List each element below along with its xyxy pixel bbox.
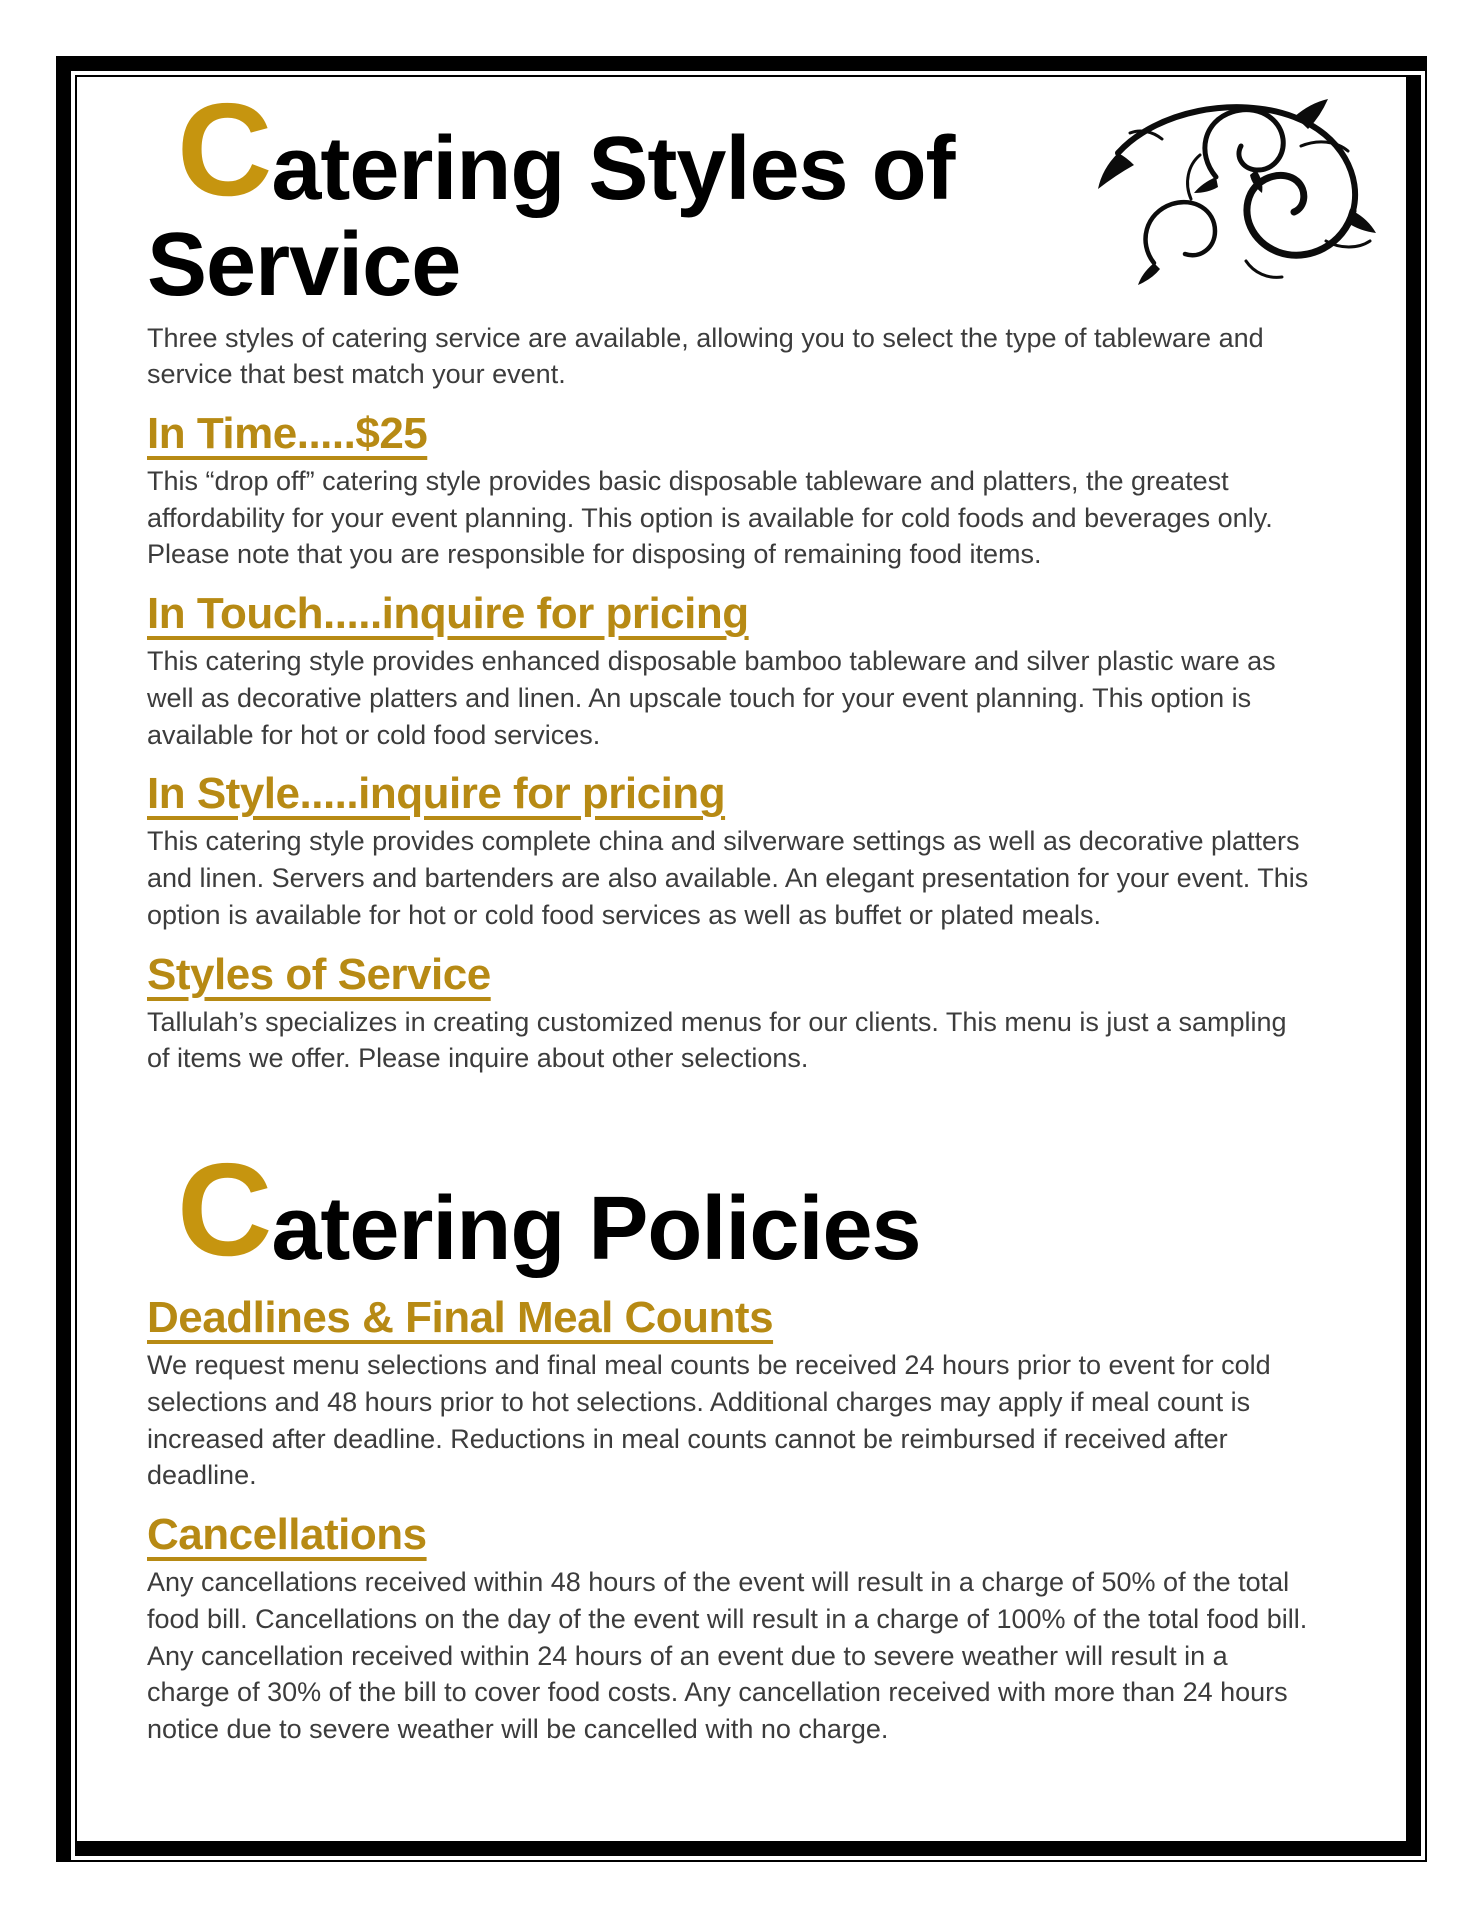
- section-paragraph-in-time: This “drop off” catering style provides basic disposable tableware and platters, the greatest affordability for your event planning. This option is available for cold foods and beverages only. Please note that you are responsible for disposing of remaining food items.: [147, 466, 1273, 570]
- page-border-frame: [56, 56, 1427, 1862]
- title-text: atering Policies: [271, 1178, 921, 1279]
- section-paragraph-cancellations: Any cancellations received within 48 hours of the event will result in a charge of 50% of the total food bill. Cancellations on the day of the event will result in a charge of 100% of the total food bill. Any cancellation received within 24 hours of an event due to severe weather will result in a charge of 30% of the bill to cover food costs. Any cancellation received with more than 24 hours notice due to severe weather will be cancelled with no charge.: [147, 1567, 1308, 1744]
- section-heading-styles-of-service: Styles of Service: [147, 949, 491, 999]
- section-heading-deadlines: Deadlines & Final Meal Counts: [147, 1293, 774, 1343]
- section-paragraph-deadlines: We request menu selections and final meal counts be received 24 hours prior to event for cold selections and 48 hours prior to hot selections. Additional charges may apply if meal count is increased after deadline. Reductions in meal counts cannot be reimbursed if received after deadline.: [147, 1350, 1271, 1491]
- section-heading-in-style: In Style.....inquire for pricing: [147, 769, 726, 819]
- title-text: atering Styles of: [271, 119, 955, 219]
- drop-cap-initial: C: [177, 76, 272, 223]
- page-border-inner-frame: [75, 75, 1421, 1856]
- section-paragraph-in-touch: This catering style provides enhanced disposable bamboo tableware and silver plastic ware as well as decorative platters and linen. An upscale touch for your event planning. This option is available for hot or cold food services.: [147, 646, 1276, 750]
- drop-cap-initial: C: [177, 1135, 272, 1283]
- page-title-catering-policies: [147, 1135, 1350, 1283]
- section-heading-in-time: In Time.....$25: [147, 409, 428, 459]
- title-text-line2: Service: [147, 215, 461, 316]
- floral-flourish-icon: [1096, 85, 1396, 297]
- section-paragraph-styles-of-service: Tallulah’s specializes in creating customized menus for our clients. This menu is just a sampling of items we offer. Please inquire about other selections.: [147, 1006, 1287, 1074]
- section-heading-cancellations: Cancellations: [147, 1510, 427, 1560]
- intro-paragraph: Three styles of catering service are available, allowing you to select the type of tableware and service that best match your event.: [147, 322, 1264, 390]
- section-heading-in-touch: In Touch.....inquire for pricing: [147, 589, 749, 639]
- section-paragraph-in-style: This catering style provides complete china and silverware settings as well as decorative platters and linen. Servers and bartenders are also available. An elegant presentation for your event. This option is available for hot or cold food services as well as buffet or plated meals.: [147, 826, 1309, 930]
